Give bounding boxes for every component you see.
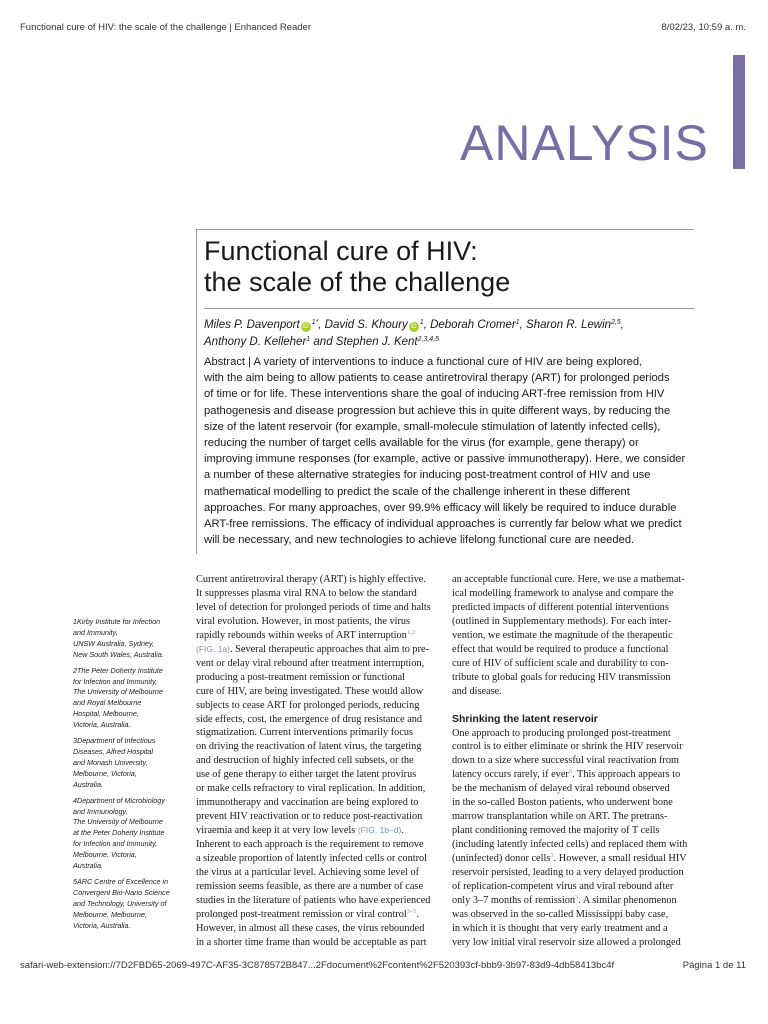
body-line: producing a post-treatment remission or functional bbox=[196, 671, 406, 683]
reference-link[interactable]: 3 bbox=[550, 852, 554, 860]
author-affil-sup: 2,3,4,5 bbox=[417, 336, 440, 343]
author-name: and Stephen J. Kent bbox=[310, 336, 418, 348]
author-affil-sup: 1 bbox=[419, 319, 424, 326]
print-timestamp: 8/02/23, 10:59 a. m. bbox=[661, 22, 746, 33]
affiliation-line: and Royal Melbourne bbox=[73, 698, 142, 708]
reference-link[interactable]: 3–5 bbox=[406, 907, 417, 915]
body-line: down to a size where successful viral reactivation from bbox=[452, 755, 680, 767]
abstract-line: pathogenesis and disease progression but achieve this in quite different ways, by reducing the bbox=[204, 404, 671, 417]
abstract-line: improving immune responses (for example, active or passive immunotherapy). Here, we consider bbox=[204, 453, 686, 466]
affiliation-line: for Infection and Immunity, bbox=[73, 676, 158, 686]
affiliation-line: Convergent Bio-Nano Science bbox=[73, 887, 170, 897]
body-line: (outlined in Supplementary methods). For each inter- bbox=[452, 615, 672, 627]
orcid-icon[interactable]: iD bbox=[409, 322, 419, 332]
body-line: immunotherapy and vaccination are being explored to bbox=[196, 797, 419, 809]
affiliation-line: 4Department of Microbiology bbox=[73, 795, 165, 805]
body-text: . This approach appears to bbox=[572, 769, 681, 781]
reader-header bbox=[0, 0, 768, 44]
body-line bbox=[196, 629, 441, 643]
body-text: viraemia and keep it at very low levels bbox=[196, 825, 358, 837]
body-line: or make cells refractory to viral replication. In addition, bbox=[196, 783, 426, 795]
affiliation-line: The University of Melbourne bbox=[73, 687, 163, 697]
figure-link[interactable]: (FIG. 1b–d) bbox=[357, 825, 402, 836]
abstract bbox=[204, 354, 694, 548]
orcid-icon[interactable]: iD bbox=[301, 322, 311, 332]
body-text: . A similar phenomenon bbox=[578, 894, 677, 906]
author-line-1 bbox=[204, 317, 694, 334]
affiliation-4 bbox=[73, 796, 188, 872]
body-line bbox=[196, 643, 441, 657]
affiliation-line: Melbourne, Melbourne, bbox=[73, 909, 147, 919]
affiliation-line: 2The Peter Doherty Institute bbox=[73, 665, 163, 675]
body-line: and disease. bbox=[452, 685, 502, 697]
affiliation-line: New South Wales, Australia. bbox=[73, 649, 164, 659]
affiliation-line: 3Department of Infectious bbox=[73, 736, 156, 746]
page-indicator: Página 1 de 11 bbox=[682, 960, 746, 971]
body-line: cure of HIV, are being investigated. These would allow bbox=[196, 685, 424, 697]
section-label: ANALYSIS bbox=[460, 115, 709, 171]
affiliation-3 bbox=[73, 736, 188, 791]
body-line: control is to either eliminate or shrink the HIV reservoir bbox=[452, 741, 683, 753]
author-affil-sup: 2,5 bbox=[611, 319, 621, 326]
author-list bbox=[204, 317, 694, 351]
body-line: a sizeable proportion of latently infected cells or control bbox=[196, 853, 428, 865]
affiliation-line: The University of Melbourne bbox=[73, 817, 163, 827]
document-title: Functional cure of HIV: the scale of the challenge | Enhanced Reader bbox=[20, 22, 311, 33]
author-affil-sup: 1* bbox=[311, 319, 319, 326]
body-line: stigmatization. Current interventions primarily focus bbox=[196, 727, 414, 739]
body-line: reservoir persisted, leading to a very delayed production bbox=[452, 867, 684, 879]
body-line bbox=[196, 824, 441, 838]
affiliation-line: at the Peter Doherty Institute bbox=[73, 828, 165, 838]
abstract-line: mathematical modelling to predict the scale of the challenge inherent in these different bbox=[204, 485, 630, 498]
author-name: , Deborah Cromer bbox=[423, 319, 516, 331]
affiliation-line: Hospital, Melbourne, bbox=[73, 709, 139, 719]
abstract-line: approaches. For many approaches, over 99.9% efficacy will likely be required to induce durable bbox=[204, 501, 677, 514]
body-line: an acceptable functional cure. Here, we use a mathemat- bbox=[452, 574, 685, 585]
abstract-line: Abstract | A variety of interventions to induce a functional cure of HIV are being explored, bbox=[204, 356, 643, 368]
body-text: (uninfected) donor cells bbox=[452, 853, 551, 865]
body-line bbox=[196, 908, 441, 922]
reference-link[interactable]: 6 bbox=[568, 768, 573, 776]
body-line: effect that would be required to produce a functional bbox=[452, 643, 669, 655]
affiliation-line: Australia. bbox=[73, 779, 103, 789]
author-line-2 bbox=[204, 334, 694, 351]
body-line: the virus at a particular level. Achieving some level of bbox=[196, 867, 420, 879]
body-line: plant conditioning removed the majority of T cells bbox=[452, 825, 660, 837]
body-column-right bbox=[452, 573, 697, 950]
author-name: Anthony D. Kelleher bbox=[204, 336, 307, 348]
body-line: Current antiretroviral therapy (ART) is highly effective. bbox=[196, 574, 426, 585]
body-line: subjects to cease ART for prolonged periods, reducing bbox=[196, 699, 420, 711]
affiliation-line: and Immunity, bbox=[73, 627, 118, 637]
body-line: marrow transplantation while on ART. The pretrans- bbox=[452, 811, 668, 823]
affiliation-1 bbox=[73, 617, 188, 661]
author-separator: , bbox=[620, 319, 624, 331]
extension-url: safari-web-extension://7D2FBD65-2069-497C-AF35-3C878572B847...2Fdocument%2Fcontent%2F520393cf-bbb9-3b97-83d9-4db58413bc4f bbox=[20, 960, 615, 971]
body-line: cure of HIV of sufficient scale and durability to con- bbox=[452, 657, 669, 669]
affiliation-line: Melbourne, Victoria, bbox=[73, 768, 137, 778]
body-line: ical modelling framework to analyse and compare the bbox=[452, 587, 674, 599]
abstract-line: with the aim being to allow patients to cease antiretroviral therapy (ART) for prolonged periods bbox=[204, 372, 670, 385]
body-line: vent or delay viral rebound after treatment interruption, bbox=[196, 657, 425, 669]
author-affil-sup: 1 bbox=[306, 336, 311, 343]
body-text: . bbox=[416, 908, 420, 920]
author-name: , David S. Khoury bbox=[318, 319, 408, 331]
affiliation-line: Victoria, Australia. bbox=[73, 720, 131, 730]
body-line: vention, we estimate the magnitude of the therapeutic bbox=[452, 629, 673, 641]
body-text: latency occurs rarely, if ever bbox=[452, 769, 569, 781]
affiliation-2 bbox=[73, 666, 188, 731]
body-line: very low initial viral reservoir size allowed a prolonged bbox=[452, 936, 681, 948]
body-text: only 3–7 months of remission bbox=[452, 894, 575, 906]
body-column-left bbox=[196, 573, 441, 950]
figure-link[interactable]: (FIG. 1a) bbox=[196, 643, 231, 654]
affiliation-line: Melbourne, Victoria, bbox=[73, 850, 137, 860]
body-line: Inherent to each approach is the requirement to remove bbox=[196, 839, 424, 851]
article-title-line-1: Functional cure of HIV: bbox=[204, 236, 478, 266]
abstract-line: will be necessary, and new technologies to achieve lifelong functional cure are needed. bbox=[204, 534, 635, 547]
article-title bbox=[204, 236, 684, 298]
affiliation-line: Diseases, Alfred Hospital bbox=[73, 746, 154, 756]
article-title-line-2: the scale of the challenge bbox=[204, 267, 511, 297]
body-line: (including latently infected cells) and replaced them with bbox=[452, 839, 688, 851]
body-line: studies in the literature of patients who have experienced bbox=[196, 894, 431, 906]
reference-link[interactable]: 3 bbox=[575, 893, 579, 901]
affiliation-line: for Infection and Immunity, bbox=[73, 839, 158, 849]
reader-footer bbox=[0, 956, 768, 986]
affiliation-line: and Technology, University of bbox=[73, 898, 167, 908]
body-text: rapidly rebounds within weeks of ART interruption bbox=[196, 629, 407, 641]
abstract-line: ART-free remissions. The efficacy of individual approaches is currently far below what we predict bbox=[204, 518, 682, 531]
body-line: One approach to producing prolonged post-treatment bbox=[452, 727, 671, 739]
reference-link[interactable]: 1,2 bbox=[406, 628, 415, 636]
body-line: However, in almost all these cases, the virus rebounded bbox=[196, 922, 425, 934]
affiliations bbox=[73, 617, 188, 936]
body-line: in a shorter time frame than would be acceptable as part bbox=[196, 936, 427, 948]
body-line: level of detection for prolonged periods of time and halts bbox=[196, 601, 431, 613]
body-line: on driving the reactivation of latent virus, the targeting bbox=[196, 741, 422, 753]
body-line: in which it is thought that very early treatment and a bbox=[452, 922, 668, 934]
body-line: be the mechanism of delayed viral rebound observed bbox=[452, 783, 670, 795]
body-text: . bbox=[401, 825, 404, 837]
abstract-line: a number of these alternative strategies for inducing post-treatment control of HIV and use bbox=[204, 469, 651, 482]
author-name: , Sharon R. Lewin bbox=[519, 319, 612, 331]
body-line: and destruction of highly infected cell subsets, or the bbox=[196, 755, 414, 767]
abstract-line: size of the latent reservoir (for example, small-molecule stimulation of latently infected cells), bbox=[204, 420, 661, 433]
body-line: viral evolution. However, in most patients, the virus bbox=[196, 615, 411, 627]
affiliation-line: UNSW Australia, Sydney, bbox=[73, 638, 155, 648]
title-top-rule bbox=[196, 229, 694, 230]
body-text: . However, a small residual HIV bbox=[553, 853, 687, 865]
affiliation-line: Victoria, Australia. bbox=[73, 920, 131, 930]
body-line: was observed in the so-called Mississippi baby case, bbox=[452, 908, 669, 920]
author-name: Miles P. Davenport bbox=[204, 319, 300, 331]
body-text: prolonged post-treatment remission or viral control bbox=[196, 908, 407, 920]
affiliation-line: and Monash University, bbox=[73, 757, 148, 767]
affiliation-5 bbox=[73, 877, 188, 932]
abstract-line: of time or for life. These interventions share the goal of inducing ART-free remission from HIV bbox=[204, 388, 665, 401]
section-heading: Shrinking the latent reservoir bbox=[452, 712, 598, 725]
title-bottom-rule bbox=[204, 308, 694, 309]
section-accent-bar bbox=[733, 55, 745, 169]
affiliation-line: 1Kirby Institute for Infection bbox=[73, 617, 161, 626]
title-side-rule bbox=[196, 229, 197, 554]
affiliation-line: Australia. bbox=[73, 861, 103, 871]
body-line bbox=[452, 894, 697, 908]
body-line bbox=[452, 852, 697, 866]
body-line: predicted impacts of different potential interventions bbox=[452, 601, 669, 613]
body-line: of replication-competent virus and viral rebound after bbox=[452, 881, 674, 893]
body-line: It suppresses plasma viral RNA to below the standard bbox=[196, 587, 417, 599]
body-line: use of gene therapy to either target the latent provirus bbox=[196, 769, 417, 781]
body-line: remission seems feasible, as there are a number of case bbox=[196, 880, 424, 892]
body-line: side effects, cost, the emergence of drug resistance and bbox=[196, 713, 423, 725]
body-line: prevent HIV reactivation or to reduce post-reactivation bbox=[196, 811, 423, 823]
author-affil-sup: 1 bbox=[515, 319, 520, 326]
body-line bbox=[452, 768, 697, 782]
affiliation-line: 5ARC Centre of Excellence in bbox=[73, 876, 169, 886]
body-line: in the so-called Boston patients, who underwent bone bbox=[452, 797, 673, 809]
body-text: . Several therapeutic approaches that aim to pre- bbox=[230, 643, 429, 655]
body-line: tribute to global goals for reducing HIV transmission bbox=[452, 671, 671, 683]
abstract-line: reducing the number of target cells available for the virus (for example, gene therapy) or bbox=[204, 437, 639, 450]
affiliation-line: and Immunology, bbox=[73, 806, 128, 816]
